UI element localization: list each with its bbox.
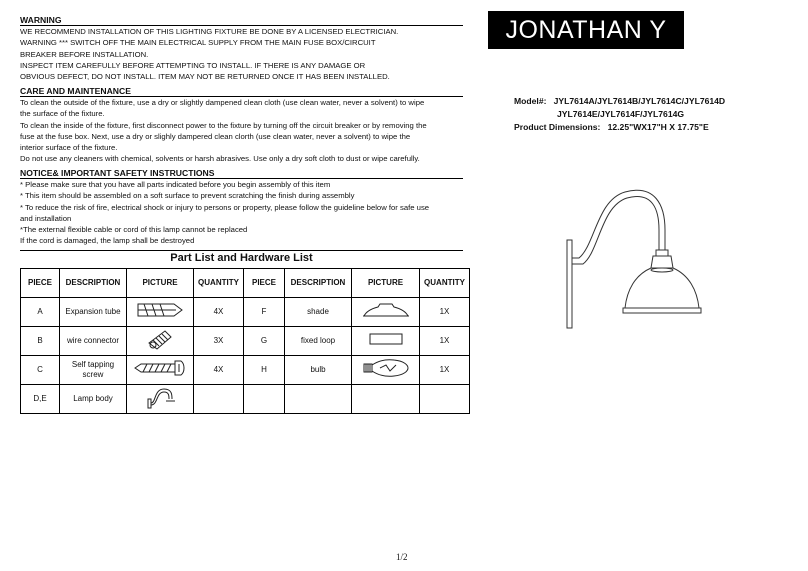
table-row	[21, 298, 470, 327]
notice-line: * To reduce the risk of fire, electrical shock or injury to persons or property, please follow the guideline below for safe use	[20, 202, 430, 212]
wire-connector-icon	[145, 327, 175, 351]
picture-cell	[352, 385, 420, 414]
notice-line: If the cord is damaged, the lamp shall be destroyed	[20, 236, 195, 246]
parts-title: Part List and Hardware List	[20, 250, 463, 264]
table-header-row	[21, 269, 470, 298]
dims-label: Product Dimensions:	[514, 122, 601, 132]
care-line: interior surface of the fixture.	[20, 143, 118, 153]
care-line: the surface of the fixture.	[20, 109, 105, 119]
care-heading: CARE AND MAINTENANCE	[20, 86, 463, 97]
piece-cell: B	[21, 327, 60, 356]
lamp-illustration	[555, 180, 735, 340]
picture-cell	[127, 298, 194, 327]
warning-line: WARNING *** SWITCH OFF THE MAIN ELECTRICAL SUPPLY FROM THE MAIN FUSE BOX/CIRCUIT	[20, 38, 376, 48]
quantity-cell: 1X	[420, 327, 470, 356]
brand-logo: JONATHAN Y	[488, 11, 684, 49]
warning-line: OBVIOUS DEFECT, DO NOT INSTALL. ITEM MAY NOT BE RETURNED ONCE IT HAS BEEN INSTALLED.	[20, 72, 390, 82]
piece-cell	[244, 385, 285, 414]
warning-line: INSPECT ITEM CAREFULLY BEFORE ATTEMPTING TO INSTALL. IF THERE IS ANY DAMAGE OR	[20, 60, 366, 70]
col-header: PIECE	[244, 269, 285, 298]
picture-cell	[352, 356, 420, 385]
shade-icon	[360, 300, 412, 320]
picture-cell	[127, 327, 194, 356]
model-label: Model#:	[514, 96, 547, 106]
col-header: DESCRIPTION	[285, 269, 352, 298]
piece-cell: A	[21, 298, 60, 327]
bulb-icon	[362, 357, 410, 379]
piece-cell: H	[244, 356, 285, 385]
picture-cell	[352, 298, 420, 327]
notice-text	[20, 179, 429, 247]
notice-heading: NOTICE& IMPORTANT SAFETY INSTRUCTIONS	[20, 168, 463, 179]
care-line: To clean the outside of the fixture, use a dry or slightly dampened clean cloth (use clean water, never a solvent) to wipe	[20, 98, 425, 107]
warning-line: WE RECOMMEND INSTALLATION OF THIS LIGHTING FIXTURE BE DONE BY A LICENSED ELECTRICIAN.	[20, 27, 399, 36]
quantity-cell: 4X	[194, 356, 244, 385]
model-info	[514, 96, 725, 132]
parts-table	[20, 268, 470, 414]
lamp-body-icon	[140, 385, 180, 409]
expansion-tube-icon	[136, 301, 184, 319]
table-row	[21, 385, 470, 414]
quantity-cell: 3X	[194, 327, 244, 356]
quantity-cell: 1X	[420, 298, 470, 327]
table-row	[21, 327, 470, 356]
notice-line: and installation	[20, 213, 72, 223]
picture-cell	[127, 385, 194, 414]
model-line2: JYL7614E/JYL7614F/JYL7614G	[557, 109, 685, 119]
col-header: QUANTITY	[420, 269, 470, 298]
model-line1: JYL7614A/JYL7614B/JYL7614C/JYL7614D	[553, 96, 726, 106]
quantity-cell	[194, 385, 244, 414]
picture-cell	[352, 327, 420, 356]
description-cell: shade	[285, 298, 352, 327]
quantity-cell: 1X	[420, 356, 470, 385]
piece-cell: D,E	[21, 385, 60, 414]
col-header: PICTURE	[352, 269, 420, 298]
col-header: DESCRIPTION	[60, 269, 127, 298]
description-cell: Lamp body	[60, 385, 127, 414]
care-text	[20, 97, 427, 165]
warning-text	[20, 26, 398, 82]
description-cell: Expansion tube	[60, 298, 127, 327]
col-header: QUANTITY	[194, 269, 244, 298]
description-cell: Self tapping screw	[60, 356, 127, 385]
notice-line: * Please make sure that you have all parts indicated before you begin assembly of this item	[20, 180, 331, 189]
description-cell: fixed loop	[285, 327, 352, 356]
col-header: PICTURE	[127, 269, 194, 298]
care-line: fuse at the fuse box. Next, use a dry or slighly dampered clean clorth (use clean water, never a solvent) to wipe the	[20, 131, 411, 141]
care-line: To clean the inside of the fixture, first disconnect power to the fixture by turning off the circuit breaker or by removing the	[20, 120, 427, 130]
notice-line: *The external flexible cable or cord of this lamp cannot be replaced	[20, 225, 248, 235]
description-cell: bulb	[285, 356, 352, 385]
care-line: Do not use any cleaners with chemical, solvents or harsh abrasives. Use only a dry soft cloth to dust or wipe carefully.	[20, 154, 420, 164]
notice-line: * This item should be assembled on a soft surface to prevent scratching the finish during assembly	[20, 191, 355, 201]
quantity-cell	[420, 385, 470, 414]
description-cell: wire connector	[60, 327, 127, 356]
table-row	[21, 356, 470, 385]
piece-cell: F	[244, 298, 285, 327]
col-header: PIECE	[21, 269, 60, 298]
piece-cell: G	[244, 327, 285, 356]
dims-value: 12.25"WX17"H X 17.75"E	[607, 122, 709, 132]
piece-cell: C	[21, 356, 60, 385]
warning-heading: WARNING	[20, 15, 463, 26]
description-cell	[285, 385, 352, 414]
fixed-loop-icon	[366, 331, 406, 347]
screw-icon	[133, 358, 187, 378]
picture-cell	[127, 356, 194, 385]
page-number: 1/2	[396, 552, 408, 562]
warning-line: BREAKER BEFORE INSTALLATION.	[20, 49, 149, 59]
quantity-cell: 4X	[194, 298, 244, 327]
